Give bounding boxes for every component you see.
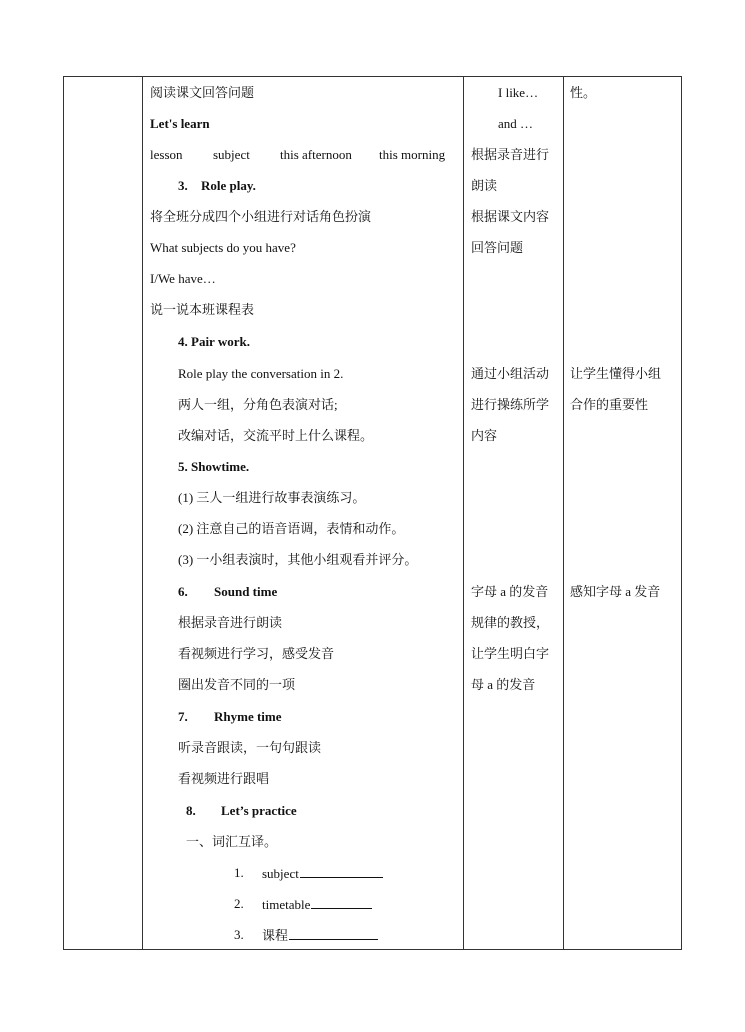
section-3-line-4: 说一说本班课程表 [150,302,255,317]
exercise-3-blank [289,927,378,940]
exercise-3-item [262,927,378,944]
section-4-line-2: 两人一组，分角色表演对话; [178,397,338,412]
exercise-1-number: 1. [234,865,244,880]
student-activity-line-3: 根据录音进行 [471,147,550,162]
section-4-line-3: 改编对话，交流平时上什么课程。 [178,428,374,443]
section-5-title: 5. Showtime. [178,459,250,474]
design-intent-line-4: 感知字母 a 发音 [570,584,661,599]
section-8-subheading: 一、词汇互译。 [186,834,278,849]
table-top-border [63,76,682,77]
section-3-number: 3. [178,178,188,193]
section-5-line-1: (1) 三人一组进行故事表演练习。 [178,490,366,505]
section-3-line-3: I/We have… [150,271,216,286]
section-8-number: 8. [186,803,196,818]
section-5-line-2: (2) 注意自己的语音语调，表情和动作。 [178,521,405,536]
section-7-line-1: 听录音跟读，一句句跟读 [178,740,322,755]
student-activity-line-5: 根据课文内容 [471,209,550,224]
section-4-title: 4. Pair work. [178,334,250,349]
section-8-title: Let’s practice [221,803,297,818]
student-activity-line-13: 母 a 的发音 [471,677,536,692]
read-answer-text: 阅读课文回答问题 [150,85,255,100]
student-activity-line-2: and … [498,116,534,131]
design-intent-line-2: 让学生懂得小组 [570,366,662,381]
section-5-line-3: (3) 一小组表演时，其他小组观看并评分。 [178,552,418,567]
section-3-line-1: 将全班分成四个小组进行对话角色扮演 [150,209,372,224]
exercise-1-word: subject [262,866,299,881]
vocab-word-3: this afternoon [280,147,352,162]
vocab-word-1: lesson [150,147,183,162]
student-activity-line-7: 通过小组活动 [471,366,550,381]
design-intent-line-3: 合作的重要性 [570,397,649,412]
exercise-1-blank [300,865,383,878]
lets-learn-heading: Let's learn [150,116,210,131]
column-divider-3 [563,76,564,950]
section-7-title: Rhyme time [214,709,282,724]
section-6-title: Sound time [214,584,278,599]
table-bottom-border [63,949,682,950]
student-activity-line-8: 进行操练所学 [471,397,550,412]
section-7-number: 7. [178,709,188,724]
section-4-line-1: Role play the conversation in 2. [178,366,344,381]
vocab-word-4: this morning [379,147,446,162]
column-divider-1 [142,76,143,950]
section-3-title: Role play. [201,178,256,193]
table-left-border [63,76,64,950]
section-6-number: 6. [178,584,188,599]
student-activity-line-1: I like… [498,85,539,100]
section-6-line-3: 圈出发音不同的一项 [178,677,296,692]
student-activity-line-6: 回答问题 [471,240,524,255]
student-activity-line-4: 朗读 [471,178,498,193]
vocab-word-2: subject [213,147,250,162]
section-6-line-1: 根据录音进行朗读 [178,615,283,630]
exercise-3-word: 课程 [262,928,289,943]
exercise-2-number: 2. [234,896,244,911]
table-right-border [681,76,682,950]
student-activity-line-9: 内容 [471,428,498,443]
student-activity-line-11: 规律的教授， [471,615,550,630]
section-3-line-2: What subjects do you have? [150,240,296,255]
exercise-2-word: timetable [262,897,311,912]
section-7-line-2: 看视频进行跟唱 [178,771,270,786]
design-intent-line-1: 性。 [570,85,597,100]
exercise-2-item [262,896,372,913]
student-activity-line-12: 让学生明白字 [471,646,550,661]
section-6-line-2: 看视频进行学习，感受发音 [178,646,335,661]
student-activity-line-10: 字母 a 的发音 [471,584,549,599]
exercise-1-item [262,865,383,882]
column-divider-2 [463,76,464,950]
exercise-2-blank [311,896,372,909]
exercise-3-number: 3. [234,927,244,942]
